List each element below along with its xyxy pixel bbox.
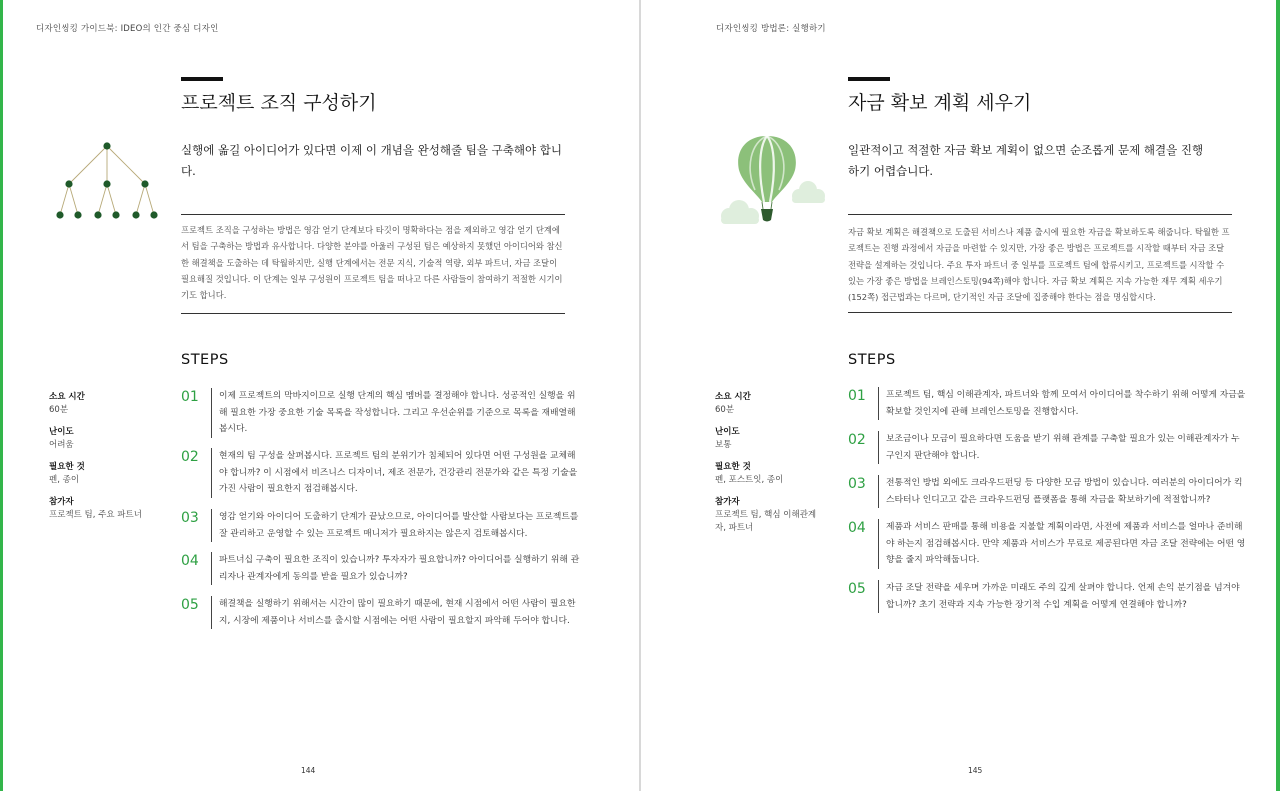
step-number: 04	[848, 520, 866, 536]
page-number: 144	[301, 766, 316, 775]
meta-label-time: 소요 시간	[715, 392, 751, 402]
step-item	[848, 387, 1248, 420]
meta-label-participants: 참가자	[49, 497, 74, 507]
meta-label-materials: 필요한 것	[49, 462, 85, 472]
page-title: 자금 확보 계획 세우기	[848, 92, 1032, 114]
meta-value-time: 60분	[49, 405, 69, 415]
step-number: 05	[181, 597, 199, 613]
meta-value-materials: 펜, 포스트잇, 종이	[715, 475, 784, 485]
meta-value-difficulty: 어려움	[49, 440, 74, 450]
step-text: 영감 얻기와 아이디어 도출하기 단계가 끝났으므로, 아이디어를 발산할 사람보다는 프로젝트를 잘 관리하고 운영할 수 있는 프로젝트 매니저가 필요하지는 않은지 검토해봅시다.	[211, 509, 581, 542]
steps-heading: STEPS	[181, 352, 229, 368]
step-text: 프로젝트 팀, 핵심 이해관계자, 파트너와 함께 모여서 아이디어를 착수하기 위해 어떻게 자금을 확보할 것인지에 관해 브레인스토밍을 진행합시다.	[878, 387, 1248, 420]
lead-text: 일관적이고 적절한 자금 확보 계획이 없으면 순조롭게 문제 해결을 진행하기 어렵습니다.	[848, 143, 1204, 178]
right-page	[641, 0, 1277, 791]
step-item	[181, 552, 581, 585]
page-number: 145	[968, 766, 983, 775]
org-tree-icon	[53, 140, 163, 222]
meta-label-difficulty: 난이도	[49, 427, 74, 437]
title-bar	[848, 77, 890, 81]
step-number: 02	[181, 449, 199, 465]
step-number: 03	[848, 476, 866, 492]
step-text: 이제 프로젝트의 막바지이므로 실행 단계의 핵심 멤버를 결정해야 합니다. 성공적인 실행을 위해 필요한 가장 중요한 기술 목록을 작성합니다. 그리고 우선순위를 기준으로 목록을 재배열해봅시다.	[211, 388, 581, 438]
meta-value-participants: 프로젝트 팀, 핵심 이해관계자, 파트너	[715, 510, 817, 533]
step-number: 05	[848, 581, 866, 597]
top-rule	[181, 214, 565, 215]
steps-heading: STEPS	[848, 352, 896, 368]
step-number: 04	[181, 553, 199, 569]
step-item	[848, 475, 1248, 508]
step-item	[181, 448, 581, 498]
step-text: 자금 조달 전략을 세우며 가까운 미래도 주의 깊게 살펴야 합니다. 언제 손익 분기점을 넘겨야 합니까? 초기 전략과 지속 가능한 장기적 수입 계획을 어떻게 연결해야 합니까?	[878, 580, 1248, 613]
hot-air-balloon-icon	[715, 132, 827, 234]
bottom-rule	[848, 312, 1232, 313]
step-number: 01	[181, 389, 199, 405]
step-number: 02	[848, 432, 866, 448]
step-item	[181, 388, 581, 438]
step-item	[848, 580, 1248, 613]
title-bar	[181, 77, 223, 81]
step-text: 보조금이나 모금이 필요하다면 도움을 받기 위해 관계를 구축할 필요가 있는 이해관계자가 누구인지 판단해야 합니다.	[878, 431, 1248, 464]
step-item	[848, 431, 1248, 464]
step-text: 제품과 서비스 판매를 통해 비용을 지불할 계획이라면, 사전에 제품과 서비스를 얼마나 준비해야 하는지 점검해봅시다. 만약 제품과 서비스가 무료로 제공된다면 자금 조달 전략에는 어떤 영향을 줄지 파악해둡니다.	[878, 519, 1248, 569]
meta-value-difficulty: 보통	[715, 440, 732, 450]
meta-panel	[715, 390, 825, 543]
meta-value-participants: 프로젝트 팀, 주요 파트너	[49, 510, 142, 520]
meta-value-time: 60분	[715, 405, 735, 415]
bottom-rule	[181, 313, 565, 314]
meta-label-materials: 필요한 것	[715, 462, 751, 472]
step-item	[181, 509, 581, 542]
step-text: 파트너십 구축이 필요한 조직이 있습니까? 투자자가 필요합니까? 아이디어를 실행하기 위해 관리자나 관계자에게 동의를 받을 필요가 있습니까?	[211, 552, 581, 585]
running-header: 디자인씽킹 방법론: 실행하기	[716, 24, 826, 34]
step-number: 01	[848, 388, 866, 404]
step-number: 03	[181, 510, 199, 526]
page-title: 프로젝트 조직 구성하기	[181, 92, 377, 114]
step-item	[181, 596, 581, 629]
top-rule	[848, 214, 1232, 215]
step-text: 전통적인 방법 외에도 크라우드펀딩 등 다양한 모금 방법이 있습니다. 여러분의 아이디어가 킥스타터나 인디고고 같은 크라우드펀딩 플랫폼을 통해 자금을 확보하기에 적절합니까?	[878, 475, 1248, 508]
step-text: 해결책을 실행하기 위해서는 시간이 많이 필요하기 때문에, 현재 시점에서 어떤 사람이 필요한지, 시장에 제품이나 서비스를 출시할 시점에는 어떤 사람이 필요할지 파악해 두어야 합니다.	[211, 596, 581, 629]
meta-panel	[49, 390, 142, 530]
body-text: 프로젝트 조직을 구성하는 방법은 영감 얻기 단계보다 타깃이 명확하다는 점을 제외하고 영감 얻기 단계에서 팀을 구축하는 방법과 유사합니다. 다양한 분야를 아울러 구성된 팀은 예상하지 못했던 아이디어와 참신한 해결책을 도출하는 데 탁월하지만, 실행 단계에서는 전문 지식, 기술적 역량, 외부 파트너, 자금 조달이 필요해질 것입니다. 이 단계는 일부 구성원이 프로젝트 팀을 떠나고 다른 사람들이 참여하기 적절한 시기이기도 합니다.	[181, 225, 563, 301]
step-text: 현재의 팀 구성을 살펴봅시다. 프로젝트 팀의 분위기가 침체되어 있다면 어떤 구성원을 교체해야 합니까? 이 시점에서 비즈니스 디자이너, 제조 전문가, 건강관리 전문가와 같은 특정 기술을 가진 사람이 필요한지 점검해봅시다.	[211, 448, 581, 498]
meta-label-participants: 참가자	[715, 497, 740, 507]
meta-label-difficulty: 난이도	[715, 427, 740, 437]
meta-value-materials: 펜, 종이	[49, 475, 80, 485]
running-header: 디자인씽킹 가이드북: IDEO의 인간 중심 디자인	[36, 24, 219, 34]
body-text: 자금 확보 계획은 해결책으로 도출된 서비스나 제품 출시에 필요한 자금을 확보하도록 해줍니다. 탁월한 프로젝트는 진행 과정에서 자금을 마련할 수 있지만, 가장 좋은 방법은 프로젝트를 시작할 때부터 자금 조달 전략을 설계하는 것입니다. 주요 투자 파트너 중 일부를 프로젝트 팀에 합류시키고, 프로젝트를 시작할 수 있는 가장 좋은 방법을 브레인스토밍(94쪽)해야 합니다. 자금 확보 계획은 지속 가능한 재무 계획 세우기(152쪽) 접근법과는 다르며, 단기적인 자금 조달에 집중해야 한다는 점을 명심합시다.	[848, 227, 1230, 303]
step-item	[848, 519, 1248, 569]
left-page	[3, 0, 639, 791]
meta-label-time: 소요 시간	[49, 392, 85, 402]
lead-text: 실행에 옮길 아이디어가 있다면 이제 이 개념을 완성해줄 팀을 구축해야 합니다.	[181, 143, 562, 178]
